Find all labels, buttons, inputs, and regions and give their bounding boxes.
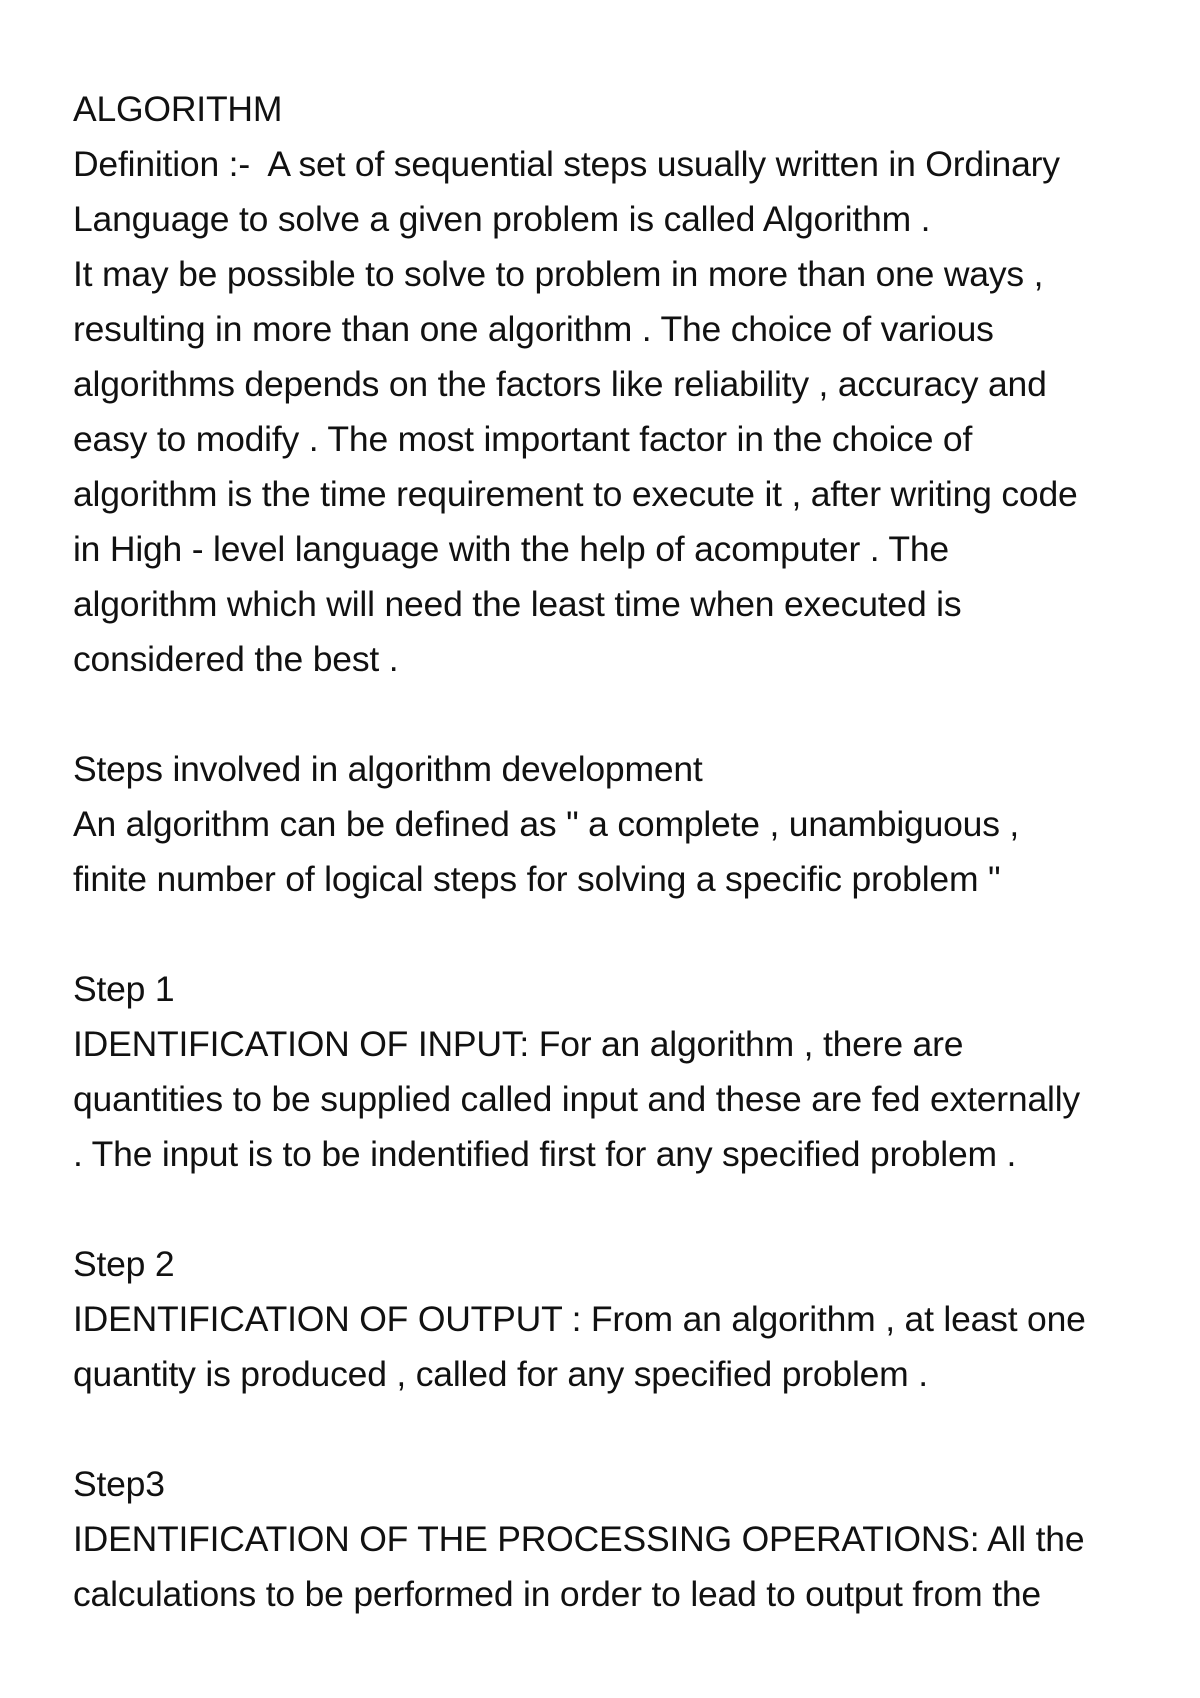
step-1-label: Step 1 bbox=[73, 969, 175, 1009]
section-line: An algorithm can be defined as " a complete , unambiguous , bbox=[73, 804, 1020, 844]
definition-line: Language to solve a given problem is called Algorithm . bbox=[73, 199, 931, 239]
definition-line: Definition :- A set of sequential steps usually written in Ordinary bbox=[73, 144, 1060, 184]
document-body bbox=[73, 82, 1153, 1622]
step-1-line: IDENTIFICATION OF INPUT: For an algorithm , there are bbox=[73, 1024, 964, 1064]
paragraph-line: easy to modify . The most important factor in the choice of bbox=[73, 419, 973, 459]
step-1-line: quantities to be supplied called input and these are fed externally bbox=[73, 1079, 1080, 1119]
paragraph-line: in High - level language with the help of acomputer . The bbox=[73, 529, 949, 569]
paragraph-line: resulting in more than one algorithm . The choice of various bbox=[73, 309, 994, 349]
paragraph-line: It may be possible to solve to problem in more than one ways , bbox=[73, 254, 1044, 294]
step-1-line: . The input is to be indentified first for any specified problem . bbox=[73, 1134, 1017, 1174]
document-title: ALGORITHM bbox=[73, 89, 283, 129]
blank-line bbox=[73, 687, 1153, 742]
paragraph-line: algorithm which will need the least time when executed is bbox=[73, 584, 962, 624]
blank-line bbox=[73, 1402, 1153, 1457]
step-2-label: Step 2 bbox=[73, 1244, 175, 1284]
step-2-line: IDENTIFICATION OF OUTPUT : From an algorithm , at least one bbox=[73, 1299, 1086, 1339]
section-line: finite number of logical steps for solving a specific problem " bbox=[73, 859, 1001, 899]
step-3-line: IDENTIFICATION OF THE PROCESSING OPERATIONS: All the bbox=[73, 1519, 1085, 1559]
paragraph-line: considered the best . bbox=[73, 639, 399, 679]
paragraph-line: algorithm is the time requirement to execute it , after writing code bbox=[73, 474, 1078, 514]
section-heading: Steps involved in algorithm development bbox=[73, 749, 703, 789]
blank-line bbox=[73, 1182, 1153, 1237]
step-3-line: calculations to be performed in order to lead to output from the bbox=[73, 1574, 1041, 1614]
step-3-label: Step3 bbox=[73, 1464, 165, 1504]
paragraph-line: algorithms depends on the factors like reliability , accuracy and bbox=[73, 364, 1047, 404]
blank-line bbox=[73, 907, 1153, 962]
step-2-line: quantity is produced , called for any specified problem . bbox=[73, 1354, 928, 1394]
